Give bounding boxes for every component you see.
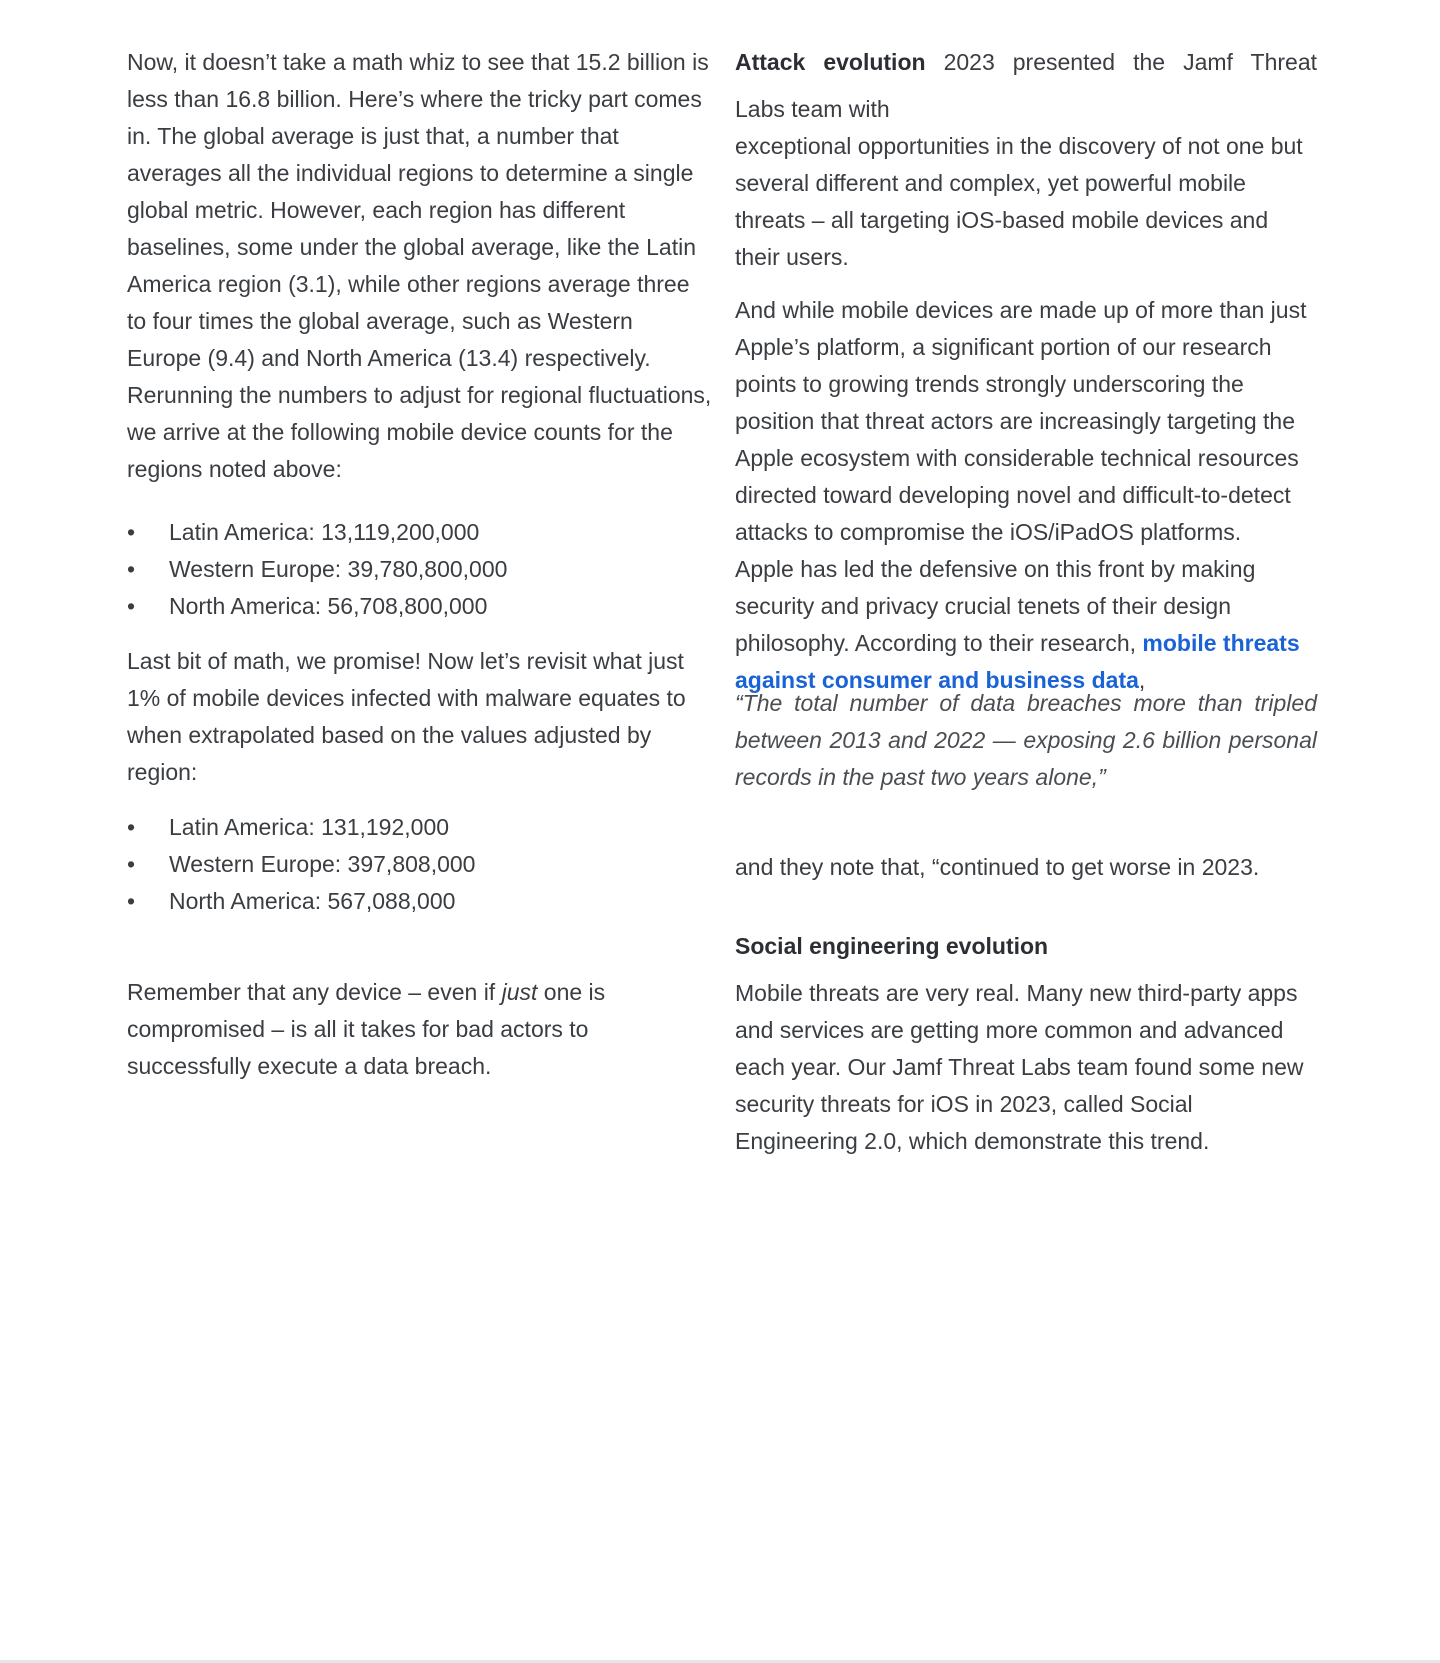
bullet-icon: • bbox=[127, 519, 136, 545]
mobile-threats-link[interactable]: mobile threats against consumer and business data bbox=[735, 630, 1300, 693]
infected-count-list bbox=[127, 809, 712, 920]
social-engineering-paragraph: Mobile threats are very real. Many new third-party apps and services are getting more common and advanced each year. Our Jamf Threat Labs team found some new security threats for iOS in 2023, called Social Engineering 2.0, which demonstrate this trend. bbox=[735, 980, 1304, 1154]
apple-paragraph: Apple has led the defensive on this front by making security and privacy crucial tenets of their design philosophy. According to their research, mobile threats against consumer and business data, bbox=[735, 556, 1300, 693]
attack-evolution-line: Attack evolution 2023 presented the Jamf Threat bbox=[735, 49, 1317, 75]
list-item: • North America: 56,708,800,000 bbox=[127, 588, 712, 625]
left-column bbox=[127, 44, 712, 1085]
bullet-icon: • bbox=[127, 593, 136, 619]
social-engineering-heading: Social engineering evolution bbox=[735, 933, 1049, 959]
list-item: • Latin America: 131,192,000 bbox=[127, 809, 712, 846]
mobile-devices-paragraph: And while mobile devices are made up of more than just Apple’s platform, a significant portion of our research points to growing trends strongly underscoring the position that threat actors are increasingly targeting the Apple ecosystem with considerable technical resources directed toward developing novel and difficult-to-detect attacks to compromise the iOS/iPadOS platforms. bbox=[735, 297, 1307, 545]
worse-line: and they note that, “continued to get worse in 2023. bbox=[735, 854, 1260, 880]
attack-evolution-heading: Attack evolution bbox=[735, 49, 926, 75]
bullet-icon: • bbox=[127, 556, 136, 582]
math-paragraph: Last bit of math, we promise! Now let’s revisit what just 1% of mobile devices infected with malware equates to when extrapolated based on the values adjusted by region: bbox=[127, 648, 686, 785]
attack-evolution-paragraph: exceptional opportunities in the discovery of not one but several different and complex, yet powerful mobile threats – all targeting iOS-based mobile devices and their users. bbox=[735, 133, 1303, 270]
remember-paragraph: Remember that any device – even if just one is compromised – is all it takes for bad actors to successfully execute a data breach. bbox=[127, 979, 606, 1079]
breach-quote: “The total number of data breaches more than tripled between 2013 and 2022 — exposing 2.6 billion personal records in the past two years alone,” bbox=[735, 690, 1317, 790]
right-column bbox=[735, 44, 1317, 1160]
intro-paragraph: Now, it doesn’t take a math whiz to see that 15.2 billion is less than 16.8 billion. Here’s where the tricky part comes in. The global average is just that, a number that averages all the individual regions to determine a single global metric. However, each region has different baselines, some under the global average, like the Latin America region (3.1), while other regions average three to four times the global average, such as Western Europe (9.4) and North America (13.4) respectively. Rerunning the numbers to adjust for regional fluctuations, we arrive at the following mobile device counts for the regions noted above: bbox=[127, 49, 712, 482]
bullet-icon: • bbox=[127, 814, 136, 840]
bullet-icon: • bbox=[127, 888, 136, 914]
list-item: • Latin America: 13,119,200,000 bbox=[127, 514, 712, 551]
bullet-icon: • bbox=[127, 851, 136, 877]
emphasis-just: just bbox=[501, 979, 538, 1005]
list-item: • Western Europe: 397,808,000 bbox=[127, 846, 712, 883]
device-count-list bbox=[127, 514, 712, 625]
list-item: • Western Europe: 39,780,800,000 bbox=[127, 551, 712, 588]
list-item: • North America: 567,088,000 bbox=[127, 883, 712, 920]
attack-evolution-line2: Labs team with bbox=[735, 96, 890, 122]
